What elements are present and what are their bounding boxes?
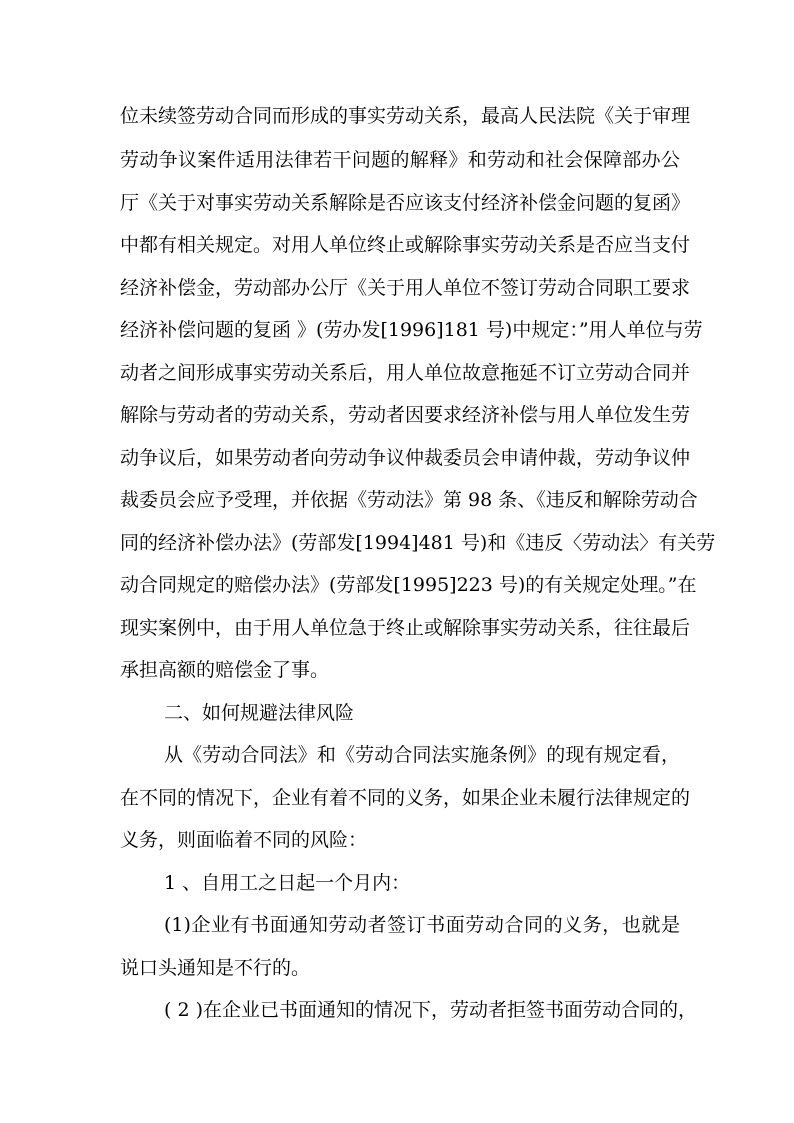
sub-item-line: 说口头通知是不行的。 [120,957,311,979]
list-item-heading: 1 、自用工之日起一个月内： [164,872,411,894]
paragraph-line: 解除与劳动者的劳动关系，劳动者因要求经济补偿与用人单位发生劳 [120,404,691,426]
paragraph-line: 经济补偿金，劳动部办公厅《关于用人单位不签订劳动合同职工要求 [120,277,691,299]
paragraph-line: 在不同的情况下，企业有着不同的义务，如果企业未履行法律规定的 [120,787,691,809]
paragraph-line: 义务，则面临着不同的风险： [120,829,368,851]
paragraph-line: 现实案例中，由于用人单位急于终止或解除事实劳动关系，往往最后 [120,617,691,639]
sub-item-line: (1)企业有书面通知劳动者签订书面劳动合同的义务，也就是 [164,914,680,936]
paragraph-line: 动者之间形成事实劳动关系后，用人单位故意拖延不订立劳动合同并 [120,362,691,384]
paragraph-line: 动争议后，如果劳动者向劳动争议仲裁委员会申请仲裁，劳动争议仲 [120,447,691,469]
paragraph-line: 从《劳动合同法》和《劳动合同法实施条例》的现有规定看， [164,744,680,766]
paragraph-line: 动合同规定的赔偿办法》(劳部发[1995]223 号)的有关规定处理。”在 [120,574,697,596]
sub-item-line: ( 2 )在企业已书面通知的情况下，劳动者拒签书面劳动合同的， [164,999,697,1021]
paragraph-line: 承担高额的赔偿金了事。 [120,659,330,681]
paragraph-line: 同的经济补偿办法》(劳部发[1994]481 号)和《违反〈劳动法〉有关劳 [120,532,716,554]
paragraph-line: 经济补偿问题的复函 》(劳办发[1996]181 号)中规定：”用人单位与劳 [120,319,703,341]
paragraph-line: 中都有相关规定。对用人单位终止或解除事实劳动关系是否应当支付 [120,234,691,256]
paragraph-line: 裁委员会应予受理，并依据《劳动法》第 98 条、《违反和解除劳动合 [120,489,698,511]
paragraph-line: 厅《关于对事实劳动关系解除是否应该支付经济补偿金问题的复函》 [120,192,691,214]
section-heading: 二、如何规避法律风险 [164,702,355,724]
paragraph-line: 劳动争议案件适用法律若干问题的解释》和劳动和社会保障部办公 [120,149,680,171]
paragraph-line: 位未续签劳动合同而形成的事实劳动关系，最高人民法院《关于审理 [120,105,691,127]
